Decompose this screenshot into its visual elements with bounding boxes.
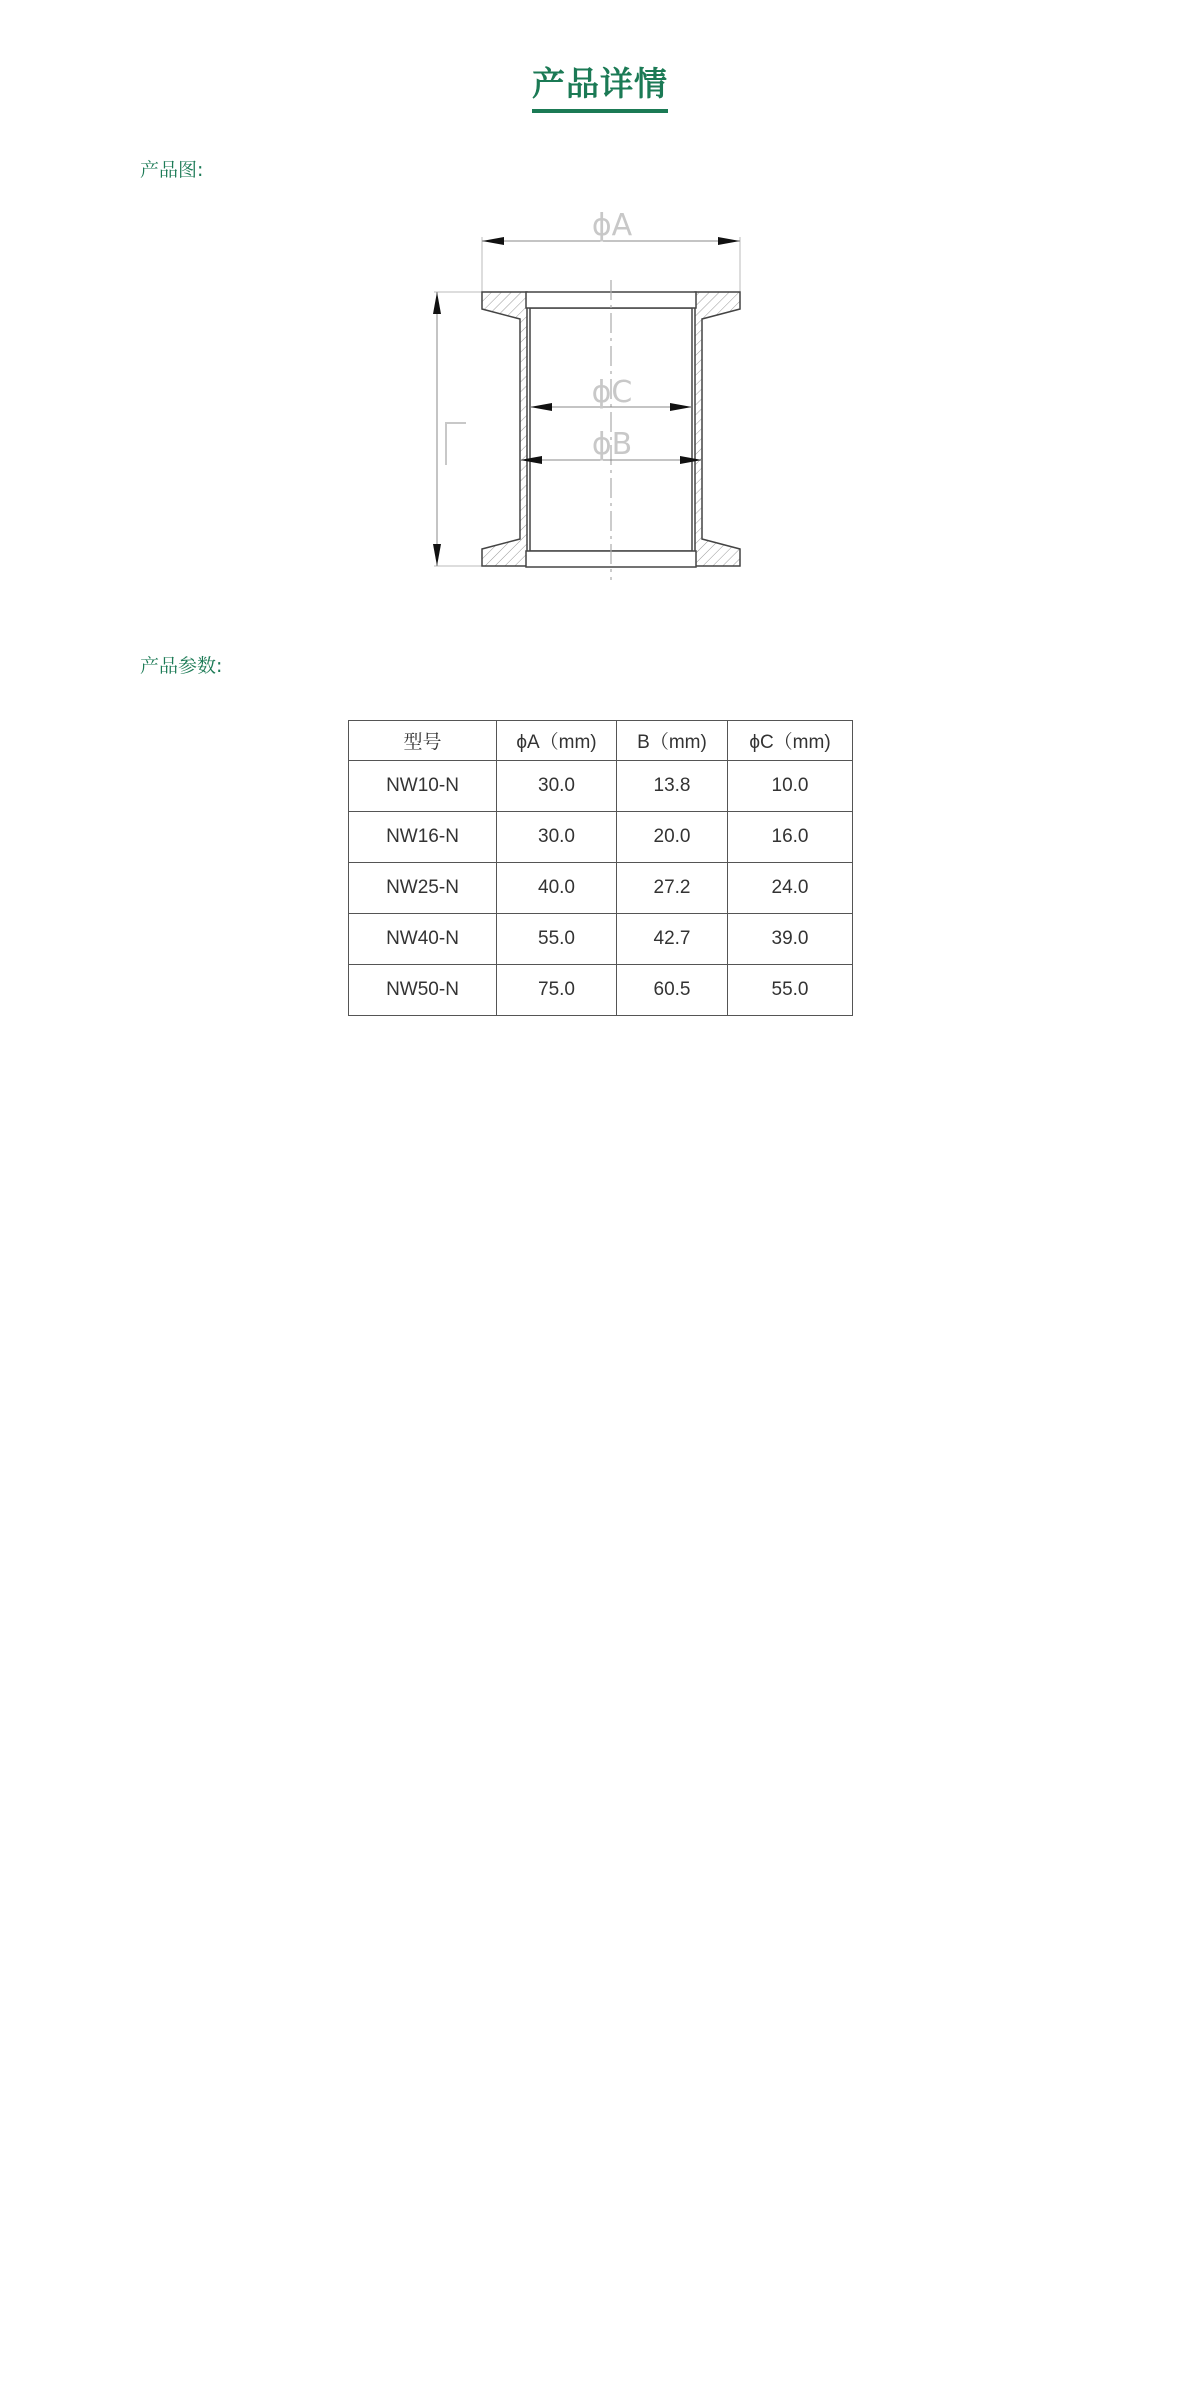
params-table	[348, 720, 853, 1016]
cell-b: 42.7	[617, 914, 728, 965]
right-flange	[695, 292, 740, 566]
cell-dia-a: 40.0	[497, 863, 617, 914]
left-flange	[482, 292, 527, 566]
table-row	[349, 965, 853, 1016]
header-dia-c: ϕC（mm)	[728, 721, 853, 761]
cell-dia-c: 55.0	[728, 965, 853, 1016]
cell-dia-c: 24.0	[728, 863, 853, 914]
header-dia-a: ϕA（mm)	[497, 721, 617, 761]
cell-model: NW10-N	[349, 761, 497, 812]
cell-dia-c: 10.0	[728, 761, 853, 812]
table-row	[349, 761, 853, 812]
product-drawing	[420, 205, 780, 590]
cell-dia-a: 30.0	[497, 812, 617, 863]
cell-dia-a: 75.0	[497, 965, 617, 1016]
cell-b: 20.0	[617, 812, 728, 863]
dimension-b-label: ϕB	[591, 427, 633, 462]
cell-model: NW40-N	[349, 914, 497, 965]
product-figure-label: 产品图:	[140, 159, 204, 181]
page-title: 产品详情	[532, 58, 668, 113]
cell-b: 27.2	[617, 863, 728, 914]
cell-b: 60.5	[617, 965, 728, 1016]
cell-dia-a: 30.0	[497, 761, 617, 812]
table-row	[349, 863, 853, 914]
table-row	[349, 914, 853, 965]
dimension-c-label: ϕC	[591, 375, 633, 410]
dimension-a-label: ϕA	[591, 208, 633, 243]
cell-dia-c: 39.0	[728, 914, 853, 965]
cell-model: NW16-N	[349, 812, 497, 863]
header-b: B（mm)	[617, 721, 728, 761]
cell-b: 13.8	[617, 761, 728, 812]
cell-model: NW25-N	[349, 863, 497, 914]
product-params-label: 产品参数:	[140, 655, 223, 677]
title-wrap	[0, 58, 1200, 113]
header-model: 型号	[349, 721, 497, 761]
cell-model: NW50-N	[349, 965, 497, 1016]
dimension-l-label	[446, 423, 466, 465]
cell-dia-a: 55.0	[497, 914, 617, 965]
table-row	[349, 812, 853, 863]
table-header-row	[349, 721, 853, 761]
cell-dia-c: 16.0	[728, 812, 853, 863]
